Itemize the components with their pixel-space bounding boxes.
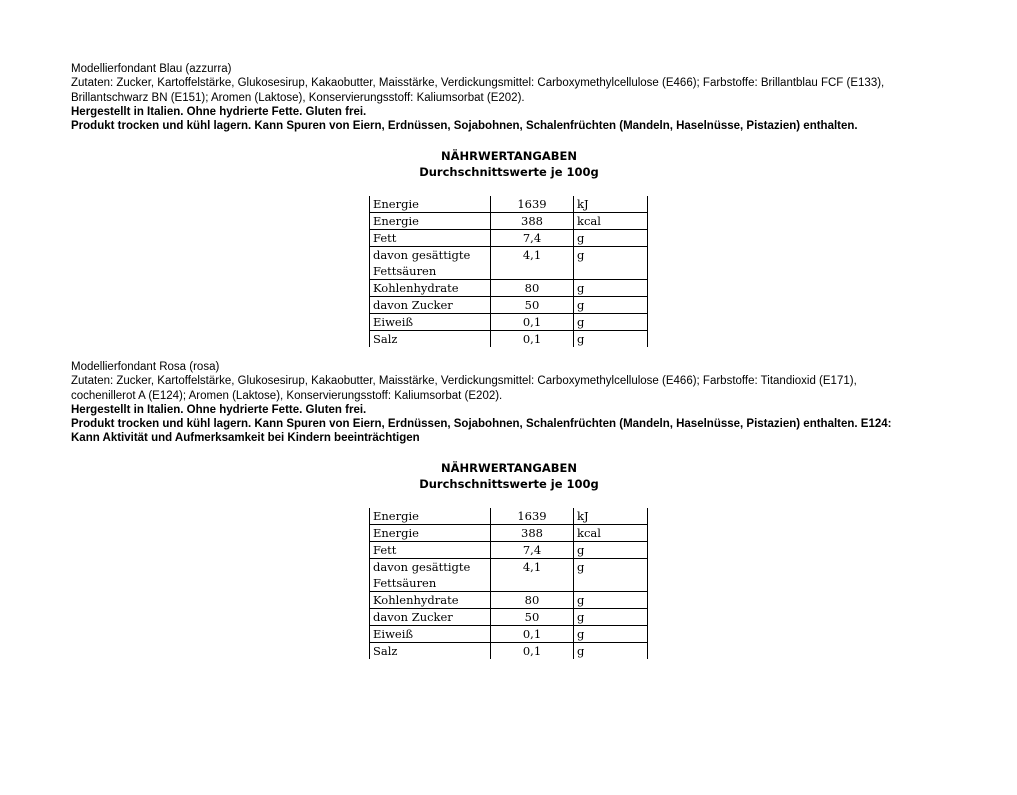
nutrition-subheading: Durchschnittswerte je 100g — [419, 165, 599, 179]
nutrient-label-cell — [370, 331, 491, 348]
nutrient-unit: g — [574, 542, 648, 559]
product-title: Modellierfondant Blau (azzurra) — [71, 63, 232, 75]
nutrient-label-cell — [370, 314, 491, 331]
nutrient-label-cell — [370, 247, 491, 280]
nutrient-label-cell — [370, 508, 491, 525]
nutrient-label: Eiweiß — [373, 627, 414, 641]
nutrient-unit: g — [574, 609, 648, 626]
nutrient-label-cell — [370, 525, 491, 542]
nutrient-label: Fett — [373, 543, 397, 557]
nutrient-label: Energie — [373, 526, 419, 540]
nutrient-value: 1639 — [491, 508, 574, 525]
nutrient-value: 4,1 — [491, 247, 574, 280]
nutrient-label-cell — [370, 643, 491, 660]
nutrient-value: 0,1 — [491, 331, 574, 348]
nutrient-unit: g — [574, 247, 648, 280]
nutrient-unit: g — [574, 230, 648, 247]
nutrition-table-blau — [369, 196, 648, 347]
nutrient-label: Kohlenhydrate — [373, 593, 459, 607]
nutrient-value: 388 — [491, 525, 574, 542]
nutrient-label-cell — [370, 297, 491, 314]
nutrient-unit: g — [574, 280, 648, 297]
nutrient-value: 7,4 — [491, 542, 574, 559]
table-row — [370, 592, 648, 609]
nutrient-value: 80 — [491, 592, 574, 609]
ingredients-line: Brillantschwarz BN (E151); Aromen (Laktose), Konservierungsstoff: Kaliumsorbat (E202). — [71, 91, 525, 104]
nutrient-label-cell — [370, 196, 491, 213]
nutrient-label-cell — [370, 230, 491, 247]
nutrition-table-rosa — [369, 508, 648, 659]
nutrient-label-cell — [370, 213, 491, 230]
table-row — [370, 331, 648, 348]
nutrient-unit: kcal — [574, 213, 648, 230]
nutrient-value: 4,1 — [491, 559, 574, 592]
table-row — [370, 280, 648, 297]
table-row — [370, 314, 648, 331]
info-line: Produkt trocken und kühl lagern. Kann Spuren von Eiern, Erdnüssen, Sojabohnen, Schalenfrüchten (Mandeln, Haselnüsse, Pistazien) enthalten. — [71, 120, 858, 133]
table-row — [370, 508, 648, 525]
nutrient-value: 80 — [491, 280, 574, 297]
table-row — [370, 247, 648, 280]
nutrient-unit: g — [574, 297, 648, 314]
nutrient-unit: g — [574, 592, 648, 609]
ingredients-line: Zutaten: Zucker, Kartoffelstärke, Glukosesirup, Kakaobutter, Maisstärke, Verdickungsmittel: Carboxymethylcellulose (E466); Farbstoffe: Titandioxid (E171), — [71, 375, 857, 388]
product-rosa-text — [71, 360, 971, 446]
table-row — [370, 525, 648, 542]
info-line: Hergestellt in Italien. Ohne hydrierte Fette. Gluten frei. — [71, 105, 367, 118]
nutrition-heading-blau — [360, 148, 658, 180]
nutrient-unit: kcal — [574, 525, 648, 542]
table-row — [370, 542, 648, 559]
nutrient-value: 50 — [491, 609, 574, 626]
nutrient-label: Energie — [373, 197, 419, 211]
nutrient-label: Fett — [373, 231, 397, 245]
table-row — [370, 297, 648, 314]
nutrient-unit: g — [574, 626, 648, 643]
info-line: Hergestellt in Italien. Ohne hydrierte Fette. Gluten frei. — [71, 403, 367, 416]
nutrient-unit: g — [574, 314, 648, 331]
nutrient-label: Salz — [373, 644, 398, 658]
info-line: Kann Aktivität und Aufmerksamkeit bei Kindern beeinträchtigen — [71, 432, 420, 445]
product-title: Modellierfondant Rosa (rosa) — [71, 361, 220, 373]
nutrient-label-cont: Fettsäuren — [373, 576, 437, 590]
nutrient-value: 388 — [491, 213, 574, 230]
nutrient-value: 50 — [491, 297, 574, 314]
nutrient-label: Energie — [373, 214, 419, 228]
nutrient-label-cont: Fettsäuren — [373, 264, 437, 278]
nutrient-value: 0,1 — [491, 626, 574, 643]
nutrient-label: davon Zucker — [373, 298, 453, 312]
table-row — [370, 213, 648, 230]
table-row — [370, 643, 648, 660]
ingredients-line: cochenillerot A (E124); Aromen (Laktose), Konservierungsstoff: Kaliumsorbat (E202). — [71, 389, 503, 402]
nutrient-label: davon Zucker — [373, 610, 453, 624]
nutrient-label-cell — [370, 626, 491, 643]
table-row — [370, 609, 648, 626]
nutrient-label: Kohlenhydrate — [373, 281, 459, 295]
nutrient-label-cell — [370, 609, 491, 626]
nutrient-label-cell — [370, 280, 491, 297]
nutrient-label: davon gesättigte — [373, 560, 471, 574]
ingredients-line: Zutaten: Zucker, Kartoffelstärke, Glukosesirup, Kakaobutter, Maisstärke, Verdickungsmittel: Carboxymethylcellulose (E466); Farbstoffe: Brillantblau FCF (E133), — [71, 77, 885, 90]
nutrient-unit: kJ — [574, 508, 648, 525]
table-row — [370, 559, 648, 592]
product-blau-text — [71, 62, 971, 133]
table-row — [370, 230, 648, 247]
nutrient-label: Eiweiß — [373, 315, 414, 329]
nutrient-label-cell — [370, 592, 491, 609]
nutrient-unit: kJ — [574, 196, 648, 213]
info-line: Produkt trocken und kühl lagern. Kann Spuren von Eiern, Erdnüssen, Sojabohnen, Schalenfrüchten (Mandeln, Haselnüsse, Pistazien) enthalten. E124: — [71, 418, 892, 431]
nutrient-label: Energie — [373, 509, 419, 523]
nutrition-heading-rosa — [360, 460, 658, 492]
nutrient-value: 0,1 — [491, 643, 574, 660]
nutrient-label-cell — [370, 559, 491, 592]
nutrient-value: 1639 — [491, 196, 574, 213]
nutrition-subheading: Durchschnittswerte je 100g — [419, 477, 599, 491]
nutrient-label: davon gesättigte — [373, 248, 471, 262]
table-row — [370, 196, 648, 213]
nutrient-value: 7,4 — [491, 230, 574, 247]
nutrition-heading: NÄHRWERTANGABEN — [441, 461, 577, 475]
table-row — [370, 626, 648, 643]
nutrient-label-cell — [370, 542, 491, 559]
nutrient-unit: g — [574, 331, 648, 348]
nutrition-heading: NÄHRWERTANGABEN — [441, 149, 577, 163]
nutrient-label: Salz — [373, 332, 398, 346]
nutrient-unit: g — [574, 559, 648, 592]
nutrient-unit: g — [574, 643, 648, 660]
nutrient-value: 0,1 — [491, 314, 574, 331]
